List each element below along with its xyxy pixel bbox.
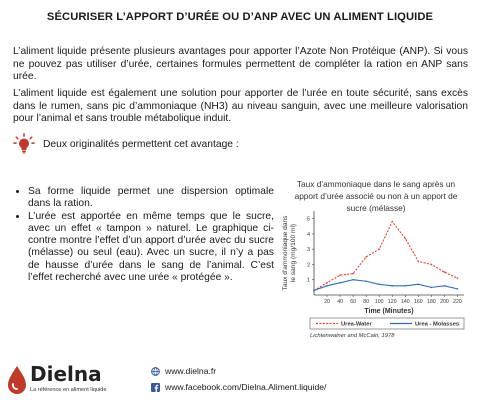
data-point [431, 287, 433, 289]
data-point [378, 248, 380, 250]
x-axis-label: Time (Minutes) [364, 308, 414, 315]
solution-paragraph: L’aliment liquide est également une solution pour apporter de l’urée en toute sécurité, sans excès dans le rumen, sans pic d’ammoniaque (NH3) au niveau sanguin, avec une meilleure valorisation pour l’animal et sans trouble métabolique induit. [13, 88, 468, 125]
data-point [431, 264, 433, 266]
x-tick-label: 200 [440, 299, 449, 305]
x-tick-label: 80 [363, 299, 370, 305]
lightbulb-icon [13, 133, 35, 155]
data-point [326, 285, 328, 287]
x-tick-label: 120 [387, 299, 397, 305]
feature-intro [13, 133, 239, 155]
bullet-list [14, 186, 274, 284]
series-line-urea-molasses [314, 280, 457, 291]
data-point [339, 274, 341, 276]
data-point [405, 285, 407, 287]
data-point [457, 277, 459, 279]
list-item: • Sa forme liquide permet une dispersion optimale dans la ration. [28, 186, 274, 211]
data-point [365, 256, 367, 258]
website-link-row[interactable] [151, 363, 326, 379]
x-tick-label: 60 [350, 299, 357, 305]
intro-paragraph: L’aliment liquide présente plusieurs avantages pour apporter l’Azote Non Protéique (ANP). Si vous ne pouvez pas utiliser d’urée, certaines formules permettent de compléter la ration en ANP sans urée. [13, 46, 468, 83]
website-link[interactable]: www.dielna.fr [165, 366, 217, 376]
data-point [313, 290, 315, 292]
data-point [405, 238, 407, 240]
data-point [326, 282, 328, 284]
series-line-urea-water [314, 222, 457, 291]
ammonia-line-chart [270, 203, 470, 338]
x-tick-label: 180 [427, 299, 436, 305]
y-tick-label: 4 [306, 231, 310, 238]
dielna-drop-logo [6, 365, 28, 395]
x-tick-label: 20 [324, 299, 330, 305]
facebook-link[interactable]: www.facebook.com/Dielna.Aliment.liquide/ [165, 382, 327, 392]
data-point [378, 284, 380, 286]
feature-intro-text: Deux originalités permettent cet avantage : [43, 138, 239, 150]
data-point [365, 280, 367, 282]
page-title: SÉCURISER L’APPORT D’URÉE OU D’ANP AVEC UN ALIMENT LIQUIDE [46, 11, 434, 23]
y-tick-label: 2 [306, 262, 310, 269]
y-tick-label: 3 [306, 247, 310, 254]
x-tick-label: 220 [453, 299, 462, 305]
legend-label: Urea - Molasses [415, 321, 460, 328]
data-point [391, 285, 393, 287]
data-point [352, 279, 354, 281]
x-tick-label: 100 [374, 299, 384, 305]
y-axis-label: Taux d'ammoniaque dansle sang (mg/100 ml) [282, 215, 297, 291]
legend-label: Urea-Water [341, 321, 372, 328]
data-point [339, 282, 341, 284]
data-point [444, 271, 446, 273]
y-tick-label: 5 [306, 216, 310, 223]
y-tick-label: 1 [306, 277, 310, 284]
data-point [418, 261, 420, 263]
facebook-link-row[interactable] [151, 379, 326, 395]
list-item: • L’urée est apportée en même temps que le sucre, avec un effet « tampon » naturel. Le graphique ci-contre montre l’effet d’un apport d’urée avec du sucre (mélasse) ou seul (eau). Avec un sucre, il n’y a pas de hausse d’urée dans le sang de l’animal. C’est l’effet recherché avec une urée « protégée ». [28, 211, 274, 285]
x-tick-label: 140 [400, 299, 410, 305]
data-point [391, 221, 393, 223]
x-tick-label: 40 [337, 299, 343, 305]
brand-name: Dielna [30, 362, 102, 386]
contact-links [151, 363, 326, 395]
data-point [457, 288, 459, 290]
chart-source: Lichtenwalner and McCain, 1978 [310, 333, 395, 338]
x-tick-label: 160 [414, 299, 423, 305]
globe-icon [151, 367, 160, 376]
facebook-icon [151, 383, 160, 392]
brand-tagline: La référence en aliment liquide [30, 387, 107, 393]
chart-caption: Taux d’ammoniaque dans le sang après un apport d’urée associé ou non à un apport de sucre (mélasse) [294, 179, 458, 213]
data-point [444, 285, 446, 287]
dielna-logo [6, 364, 116, 398]
data-point [352, 273, 354, 275]
data-point [418, 284, 420, 286]
